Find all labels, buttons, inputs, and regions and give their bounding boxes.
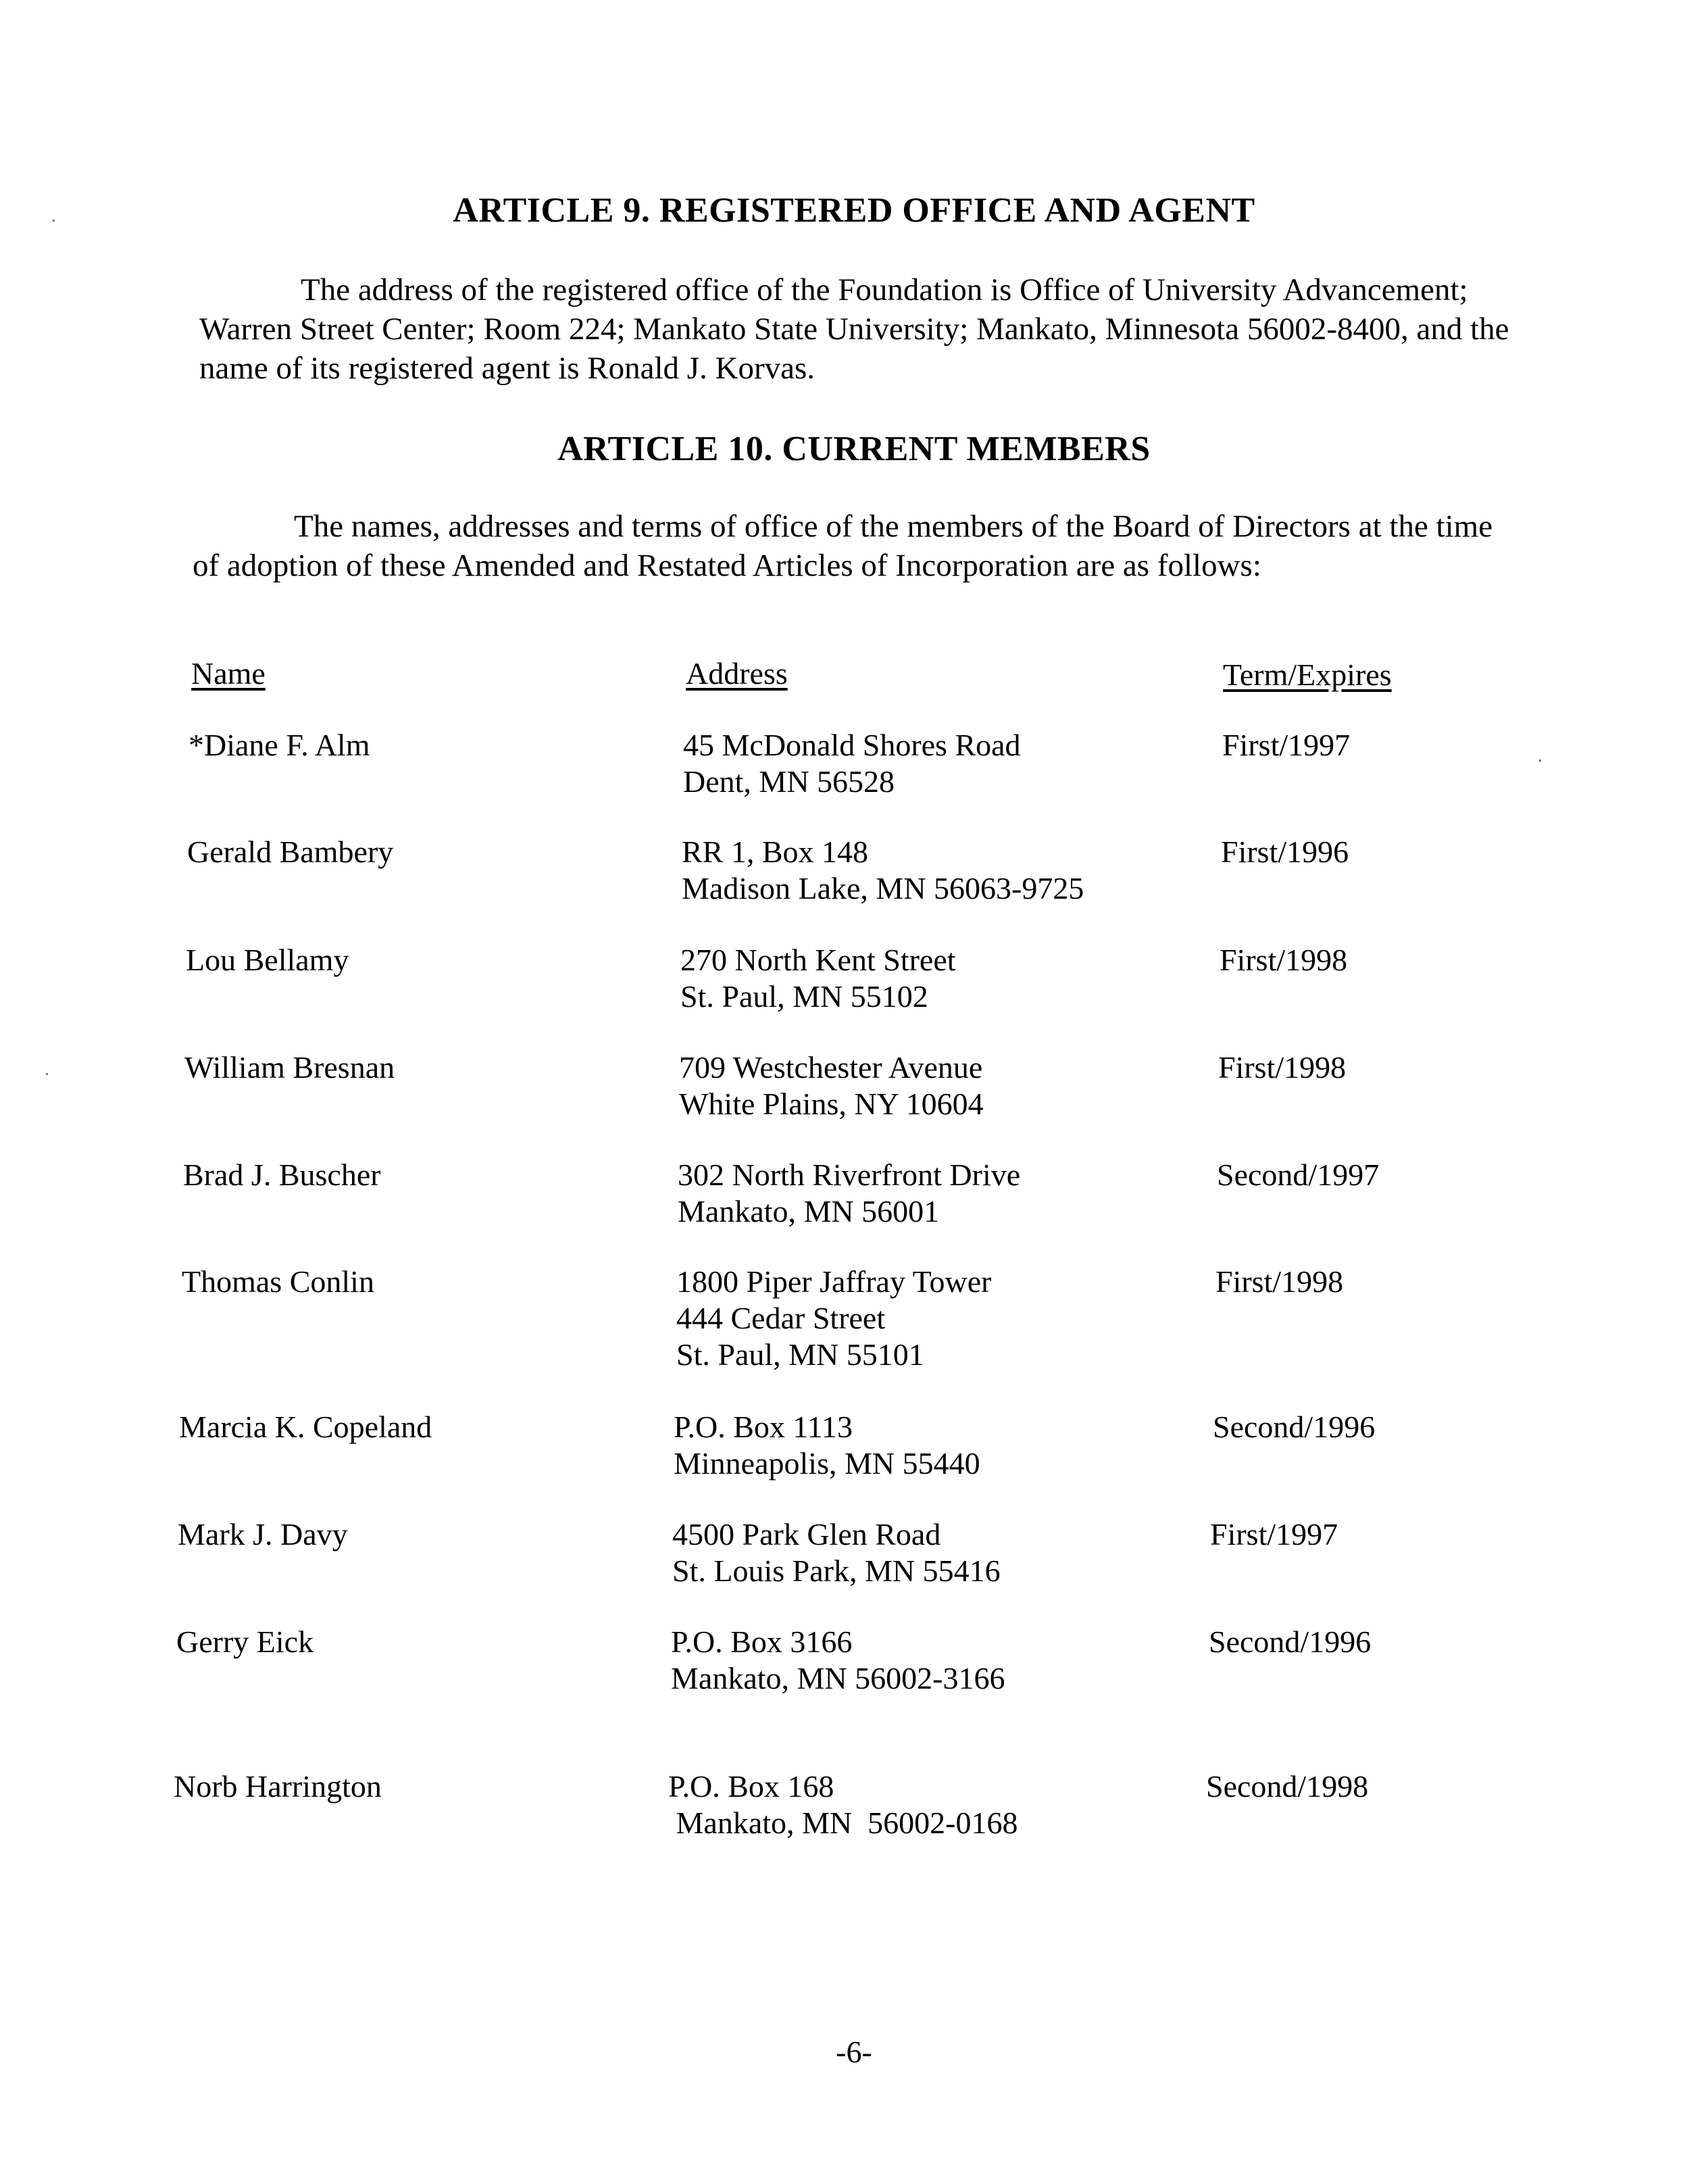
member-term: Second/1997	[1217, 1158, 1380, 1192]
member-term: First/1997	[1222, 728, 1351, 762]
address-line: Mankato, MN 56002-3166	[671, 1661, 1005, 1695]
member-address	[676, 1264, 991, 1373]
member-address	[674, 1409, 980, 1482]
member-term: Second/1996	[1213, 1410, 1376, 1444]
address-line: 709 Westchester Avenue	[679, 1050, 983, 1085]
address-line: 4500 Park Glen Road	[672, 1517, 941, 1551]
address-line: 1800 Piper Jaffray Tower	[676, 1264, 992, 1299]
column-header-term: Term/Expires	[1223, 657, 1392, 692]
member-name: Mark J. Davy	[178, 1517, 348, 1551]
scan-speck	[46, 1073, 48, 1075]
article-10-line-2: of adoption of these Amended and Restated Articles of Incorporation are as follows:	[193, 548, 1261, 583]
member-term: First/1996	[1221, 835, 1349, 869]
address-line: Dent, MN 56528	[683, 764, 895, 799]
member-address	[672, 1516, 1001, 1589]
article-9-paragraph	[199, 270, 1509, 388]
member-address	[679, 1049, 984, 1122]
address-line: P.O. Box 168	[668, 1769, 834, 1804]
member-address	[668, 1768, 1018, 1841]
article-9-line-1: The address of the registered office of the Foundation is Office of University Advancement;	[301, 272, 1468, 307]
member-term: First/1998	[1218, 1050, 1347, 1085]
member-name: Norb Harrington	[174, 1769, 382, 1804]
address-line: Minneapolis, MN 55440	[674, 1446, 980, 1481]
article-10-paragraph	[193, 507, 1492, 585]
scan-speck	[1539, 760, 1541, 762]
address-line: 302 North Riverfront Drive	[678, 1158, 1021, 1192]
member-address	[680, 942, 956, 1015]
address-line: 270 North Kent Street	[680, 943, 956, 977]
member-name: Marcia K. Copeland	[179, 1410, 432, 1444]
address-line: Mankato, MN 56002-0168	[668, 1806, 1018, 1840]
member-address	[671, 1624, 1005, 1697]
address-line: St. Louis Park, MN 55416	[672, 1553, 1001, 1588]
address-line: St. Paul, MN 55101	[676, 1337, 924, 1372]
article-9-heading: ARTICLE 9. REGISTERED OFFICE AND AGENT	[453, 191, 1255, 230]
address-line: P.O. Box 3166	[671, 1624, 853, 1659]
article-9-line-3: name of its registered agent is Ronald J. Korvas.	[199, 351, 815, 386]
address-line: Mankato, MN 56001	[678, 1194, 940, 1228]
member-name: Thomas Conlin	[182, 1264, 374, 1299]
member-term: First/1998	[1220, 943, 1348, 977]
column-header-address: Address	[686, 656, 788, 691]
article-9-line-2: Warren Street Center; Room 224; Mankato State University; Mankato, Minnesota 56002-8400, and the	[199, 312, 1509, 347]
member-term: Second/1996	[1209, 1624, 1372, 1659]
address-line: Madison Lake, MN 56063-9725	[682, 871, 1084, 905]
address-line: 444 Cedar Street	[676, 1301, 886, 1335]
address-line: 45 McDonald Shores Road	[683, 728, 1021, 762]
member-term: First/1997	[1210, 1517, 1338, 1551]
address-line: St. Paul, MN 55102	[680, 979, 928, 1014]
member-term: First/1998	[1215, 1264, 1344, 1299]
address-line: White Plains, NY 10604	[679, 1087, 984, 1121]
member-name: Gerald Bambery	[187, 835, 394, 869]
member-address	[683, 727, 1021, 800]
article-10-line-1: The names, addresses and terms of office of the members of the Board of Directors at the time	[294, 509, 1493, 544]
member-name: Lou Bellamy	[186, 943, 349, 977]
member-address	[678, 1157, 1020, 1230]
member-address	[682, 834, 1084, 907]
address-line: RR 1, Box 148	[682, 835, 869, 869]
member-name: Gerry Eick	[176, 1624, 314, 1659]
address-line: P.O. Box 1113	[674, 1410, 853, 1444]
scan-speck	[53, 220, 55, 222]
member-name: William Bresnan	[184, 1050, 395, 1085]
page-number: -6-	[836, 2035, 872, 2069]
member-name: Brad J. Buscher	[183, 1158, 381, 1192]
article-10-heading: ARTICLE 10. CURRENT MEMBERS	[557, 430, 1151, 468]
member-term: Second/1998	[1206, 1769, 1369, 1804]
member-name: *Diane F. Alm	[189, 728, 370, 762]
column-header-name: Name	[191, 656, 266, 691]
